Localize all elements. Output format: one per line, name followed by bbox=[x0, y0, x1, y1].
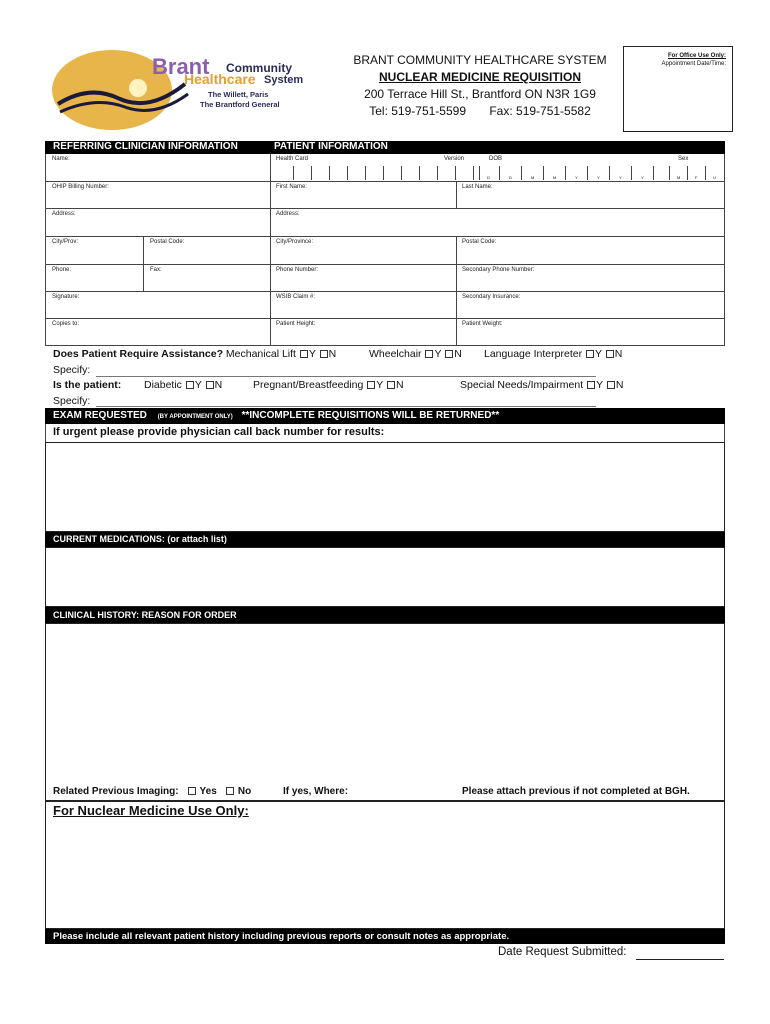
assistance-question-line bbox=[53, 348, 336, 360]
sex-label: Sex bbox=[678, 156, 689, 162]
is-patient-label: Is the patient: bbox=[53, 379, 122, 391]
logo-site-willett: The Willett, Paris bbox=[208, 90, 269, 99]
copies-to-label: Copies to: bbox=[52, 321, 80, 327]
interpreter-no-checkbox[interactable] bbox=[606, 350, 614, 358]
wheelchair-yes-checkbox[interactable] bbox=[425, 350, 433, 358]
no-label: N bbox=[615, 379, 624, 391]
logo-word-healthcare: Healthcare bbox=[184, 71, 256, 87]
yes-label: Y bbox=[596, 379, 603, 391]
dob-letter: D bbox=[509, 175, 512, 180]
org-tel: Tel: 519-751-5599 bbox=[369, 104, 466, 118]
health-card-label: Health Card bbox=[276, 156, 309, 162]
date-submitted-line[interactable] bbox=[636, 959, 724, 960]
appointment-label: Appointment Date/Time: bbox=[661, 61, 726, 67]
interpreter-group bbox=[484, 348, 622, 360]
dob-letter: Y bbox=[641, 175, 644, 180]
clinician-fax-field[interactable] bbox=[144, 265, 270, 292]
clinician-city-label: City/Prov: bbox=[52, 239, 79, 245]
wsib-label: WSIB Claim #: bbox=[276, 294, 316, 300]
secondary-phone-label: Secondary Phone Number: bbox=[462, 267, 535, 273]
related-imaging-label: Related Previous Imaging: bbox=[53, 786, 179, 797]
yes-label: Y bbox=[376, 379, 384, 391]
related-imaging-yes-label: Yes bbox=[199, 786, 217, 797]
no-label: N bbox=[396, 379, 404, 391]
patient-city-label: City/Province: bbox=[276, 239, 314, 245]
date-submitted-label: Date Request Submitted: bbox=[498, 946, 627, 958]
wheelchair-label: Wheelchair bbox=[369, 348, 422, 360]
name-label: Name: bbox=[52, 156, 70, 162]
patient-phone-field[interactable] bbox=[271, 265, 457, 292]
dob-letter: Y bbox=[597, 175, 600, 180]
mechanical-lift-yes-checkbox[interactable] bbox=[300, 350, 308, 358]
interpreter-yes-checkbox[interactable] bbox=[586, 350, 594, 358]
info-grid bbox=[45, 154, 725, 346]
medications-bar bbox=[45, 532, 725, 547]
dob-label: DOB bbox=[489, 156, 503, 162]
clinician-phone-field[interactable] bbox=[46, 265, 144, 292]
assistance-question: Does Patient Require Assistance? bbox=[53, 348, 223, 360]
clinician-city-field[interactable] bbox=[46, 237, 144, 265]
patient-weight-label: Patient Weight: bbox=[462, 321, 503, 327]
patient-city-field[interactable] bbox=[271, 237, 457, 265]
org-fax: Fax: 519-751-5582 bbox=[489, 104, 591, 118]
clinical-history-area[interactable] bbox=[45, 623, 725, 801]
patient-phone-label: Phone Number: bbox=[276, 267, 319, 273]
no-label: N bbox=[214, 379, 223, 391]
dob-letter: M bbox=[553, 175, 557, 180]
diabetic-label: Diabetic bbox=[144, 379, 182, 391]
office-use-box[interactable] bbox=[623, 46, 733, 132]
ohip-field[interactable] bbox=[46, 182, 270, 209]
exam-requested-bar bbox=[45, 408, 725, 424]
by-appointment-label: (BY APPOINTMENT ONLY) bbox=[157, 414, 233, 420]
dob-letter: M bbox=[531, 175, 535, 180]
secondary-insurance-field[interactable] bbox=[457, 292, 725, 319]
footer-note-bar bbox=[45, 929, 725, 944]
info-section-bar bbox=[45, 141, 725, 154]
dob-letter: Y bbox=[619, 175, 622, 180]
last-name-field[interactable] bbox=[457, 182, 725, 209]
special-needs-yes-checkbox[interactable] bbox=[587, 381, 595, 389]
yes-label: Y bbox=[595, 348, 602, 360]
signature-label: Signature: bbox=[52, 294, 80, 300]
ohip-label: OHIP Billing Number: bbox=[52, 184, 109, 190]
form-title: NUCLEAR MEDICINE REQUISITION bbox=[378, 70, 581, 84]
diabetic-group bbox=[144, 379, 222, 391]
related-imaging-no-label: No bbox=[237, 786, 252, 797]
logo-word-community: Community bbox=[226, 61, 292, 75]
no-label: N bbox=[614, 348, 623, 360]
patient-specify-line[interactable] bbox=[96, 406, 596, 407]
first-name-field[interactable] bbox=[271, 182, 457, 209]
yes-label: Y bbox=[308, 348, 316, 360]
patient-postal-label: Postal Code: bbox=[462, 239, 497, 245]
medications-label: CURRENT MEDICATIONS: (or attach list) bbox=[53, 534, 227, 544]
interpreter-label: Language Interpreter bbox=[484, 348, 583, 360]
medications-area[interactable] bbox=[45, 547, 725, 607]
related-imaging-yes-checkbox[interactable] bbox=[188, 787, 196, 795]
pregnant-no-checkbox[interactable] bbox=[387, 381, 395, 389]
clinician-address-field[interactable] bbox=[46, 209, 270, 237]
clinician-phone-label: Phone: bbox=[52, 267, 72, 273]
special-needs-no-checkbox[interactable] bbox=[607, 381, 615, 389]
patient-height-label: Patient Height: bbox=[276, 321, 316, 327]
name-field[interactable] bbox=[46, 154, 270, 182]
urgent-callback-label: If urgent please provide physician call back number for results: bbox=[53, 426, 385, 438]
exam-requested-area[interactable] bbox=[45, 442, 725, 532]
assistance-specify-line[interactable] bbox=[96, 376, 596, 377]
nuclear-use-area[interactable] bbox=[45, 801, 725, 929]
patient-height-field[interactable] bbox=[271, 319, 457, 346]
urgent-row bbox=[45, 424, 725, 442]
no-label: N bbox=[454, 348, 462, 360]
mechanical-lift-label: Mechanical Lift bbox=[225, 348, 296, 360]
footer-note: Please include all relevant patient history including previous reports or consult notes as appropriate. bbox=[53, 931, 510, 942]
health-card-row bbox=[271, 154, 725, 182]
clinical-history-bar bbox=[45, 607, 725, 623]
last-name-label: Last Name: bbox=[462, 184, 493, 190]
related-imaging-no-checkbox[interactable] bbox=[226, 787, 234, 795]
health-card-boxes[interactable] bbox=[275, 164, 475, 181]
no-label: N bbox=[328, 348, 337, 360]
clinical-history-label: CLINICAL HISTORY: REASON FOR ORDER bbox=[53, 610, 237, 620]
logo-word-system: System bbox=[264, 74, 304, 86]
pregnant-label: Pregnant/Breastfeeding bbox=[253, 379, 364, 391]
pregnant-yes-checkbox[interactable] bbox=[367, 381, 375, 389]
dob-letter: D bbox=[487, 175, 490, 180]
attach-previous-note: Please attach previous if not completed at BGH. bbox=[462, 786, 690, 797]
yes-label: Y bbox=[434, 348, 442, 360]
contact-line bbox=[340, 103, 620, 120]
sex-letter: U bbox=[713, 175, 716, 180]
sex-letter: F bbox=[695, 175, 698, 180]
org-name: BRANT COMMUNITY HEALTHCARE SYSTEM bbox=[353, 53, 607, 67]
pregnant-group bbox=[253, 379, 404, 391]
related-imaging-line bbox=[53, 786, 251, 797]
wheelchair-no-checkbox[interactable] bbox=[445, 350, 453, 358]
if-yes-where-label: If yes, Where: bbox=[283, 786, 349, 797]
sex-letter: M bbox=[677, 175, 681, 180]
nuclear-use-label: For Nuclear Medicine Use Only: bbox=[53, 803, 249, 818]
logo-site-brantford: The Brantford General bbox=[200, 100, 280, 109]
diabetic-yes-checkbox[interactable] bbox=[186, 381, 194, 389]
special-needs-label: Special Needs/Impairment bbox=[460, 379, 584, 391]
header-block bbox=[340, 52, 620, 120]
clinician-address-label: Address: bbox=[52, 211, 76, 217]
diabetic-no-checkbox[interactable] bbox=[206, 381, 214, 389]
signature-field[interactable] bbox=[46, 292, 270, 319]
version-label: Version bbox=[444, 156, 465, 162]
patient-address-field[interactable] bbox=[271, 209, 725, 237]
sex-boxes[interactable] bbox=[669, 166, 725, 181]
secondary-insurance-label: Secondary Insurance: bbox=[462, 294, 521, 300]
secondary-phone-field[interactable] bbox=[457, 265, 725, 292]
patient-specify-label: Specify: bbox=[53, 395, 91, 407]
copies-to-field[interactable] bbox=[46, 319, 270, 346]
org-address: 200 Terrace Hill St., Brantford ON N3R 1G9 bbox=[364, 87, 596, 101]
patient-address-label: Address: bbox=[276, 211, 300, 217]
incomplete-warning: **INCOMPLETE REQUISITIONS WILL BE RETURNED** bbox=[241, 410, 500, 421]
wsib-field[interactable] bbox=[271, 292, 457, 319]
mechanical-lift-no-checkbox[interactable] bbox=[320, 350, 328, 358]
logo-word-brant: Brant bbox=[152, 54, 210, 79]
first-name-label: First Name: bbox=[276, 184, 308, 190]
patient-heading: PATIENT INFORMATION bbox=[274, 141, 388, 152]
patient-postal-field[interactable] bbox=[457, 237, 725, 265]
assistance-specify-label: Specify: bbox=[53, 364, 91, 376]
clinician-postal-label: Postal Code: bbox=[150, 239, 185, 245]
special-needs-group bbox=[460, 379, 623, 391]
clinician-postal-field[interactable] bbox=[144, 237, 270, 265]
exam-requested-label: EXAM REQUESTED bbox=[53, 410, 147, 421]
wheelchair-group bbox=[369, 348, 462, 360]
brant-logo bbox=[50, 44, 320, 134]
yes-label: Y bbox=[194, 379, 202, 391]
office-use-title: For Office Use Only: bbox=[667, 53, 726, 59]
referring-heading: REFERRING CLINICIAN INFORMATION bbox=[53, 141, 238, 152]
clinician-fax-label: Fax: bbox=[150, 267, 162, 273]
dob-boxes[interactable] bbox=[479, 166, 659, 181]
is-patient-line bbox=[53, 379, 121, 391]
dob-letter: Y bbox=[575, 175, 578, 180]
patient-weight-field[interactable] bbox=[457, 319, 725, 346]
